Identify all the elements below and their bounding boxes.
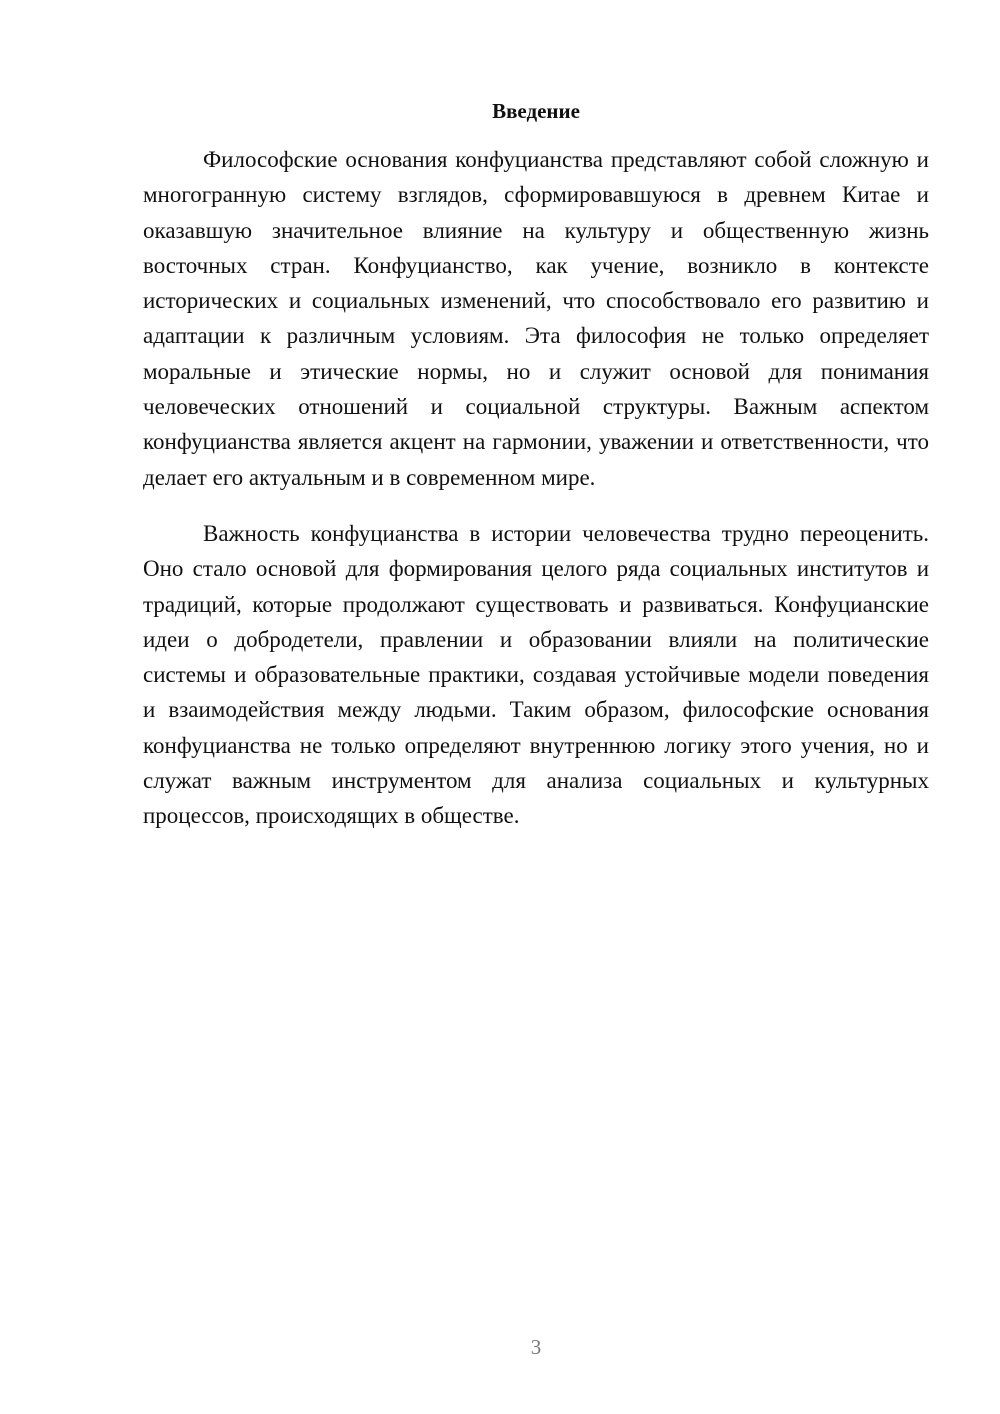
body-text [143,142,929,834]
paragraph-2: Важность конфуцианства в истории человечества трудно переоценить. Оно стало основой для формирования целого ряда социальных институтов и традиций, которые продолжают существовать и развиваться. Конфуцианские идеи о добродетели, правлении и образовании влияли на политические системы и образовательные практики, создавая устойчивые модели поведения и взаимодействия между людьми. Таким образом, философские основания конфуцианства не только определяют внутреннюю логику этого учения, но и служат важным инструментом для анализа социальных и культурных процессов, происходящих в обществе. [143,520,929,829]
section-heading: Введение [492,99,580,123]
paragraph-1: Философские основания конфуцианства представляют собой сложную и многогранную систему взглядов, сформировавшуюся в древнем Китае и оказавшую значительное влияние на культуру и общественную жизнь восточных стран. Конфуцианство, как учение, возникло в контексте исторических и социальных изменений, что способствовало его развитию и адаптации к различным условиям. Эта философия не только определяет моральные и этические нормы, но и служит основой для понимания человеческих отношений и социальной структуры. Важным аспектом конфуцианства является акцент на гармонии, уважении и ответственности, что делает его актуальным и в современном мире. [143,147,929,490]
page-number: 3 [530,1335,542,1359]
